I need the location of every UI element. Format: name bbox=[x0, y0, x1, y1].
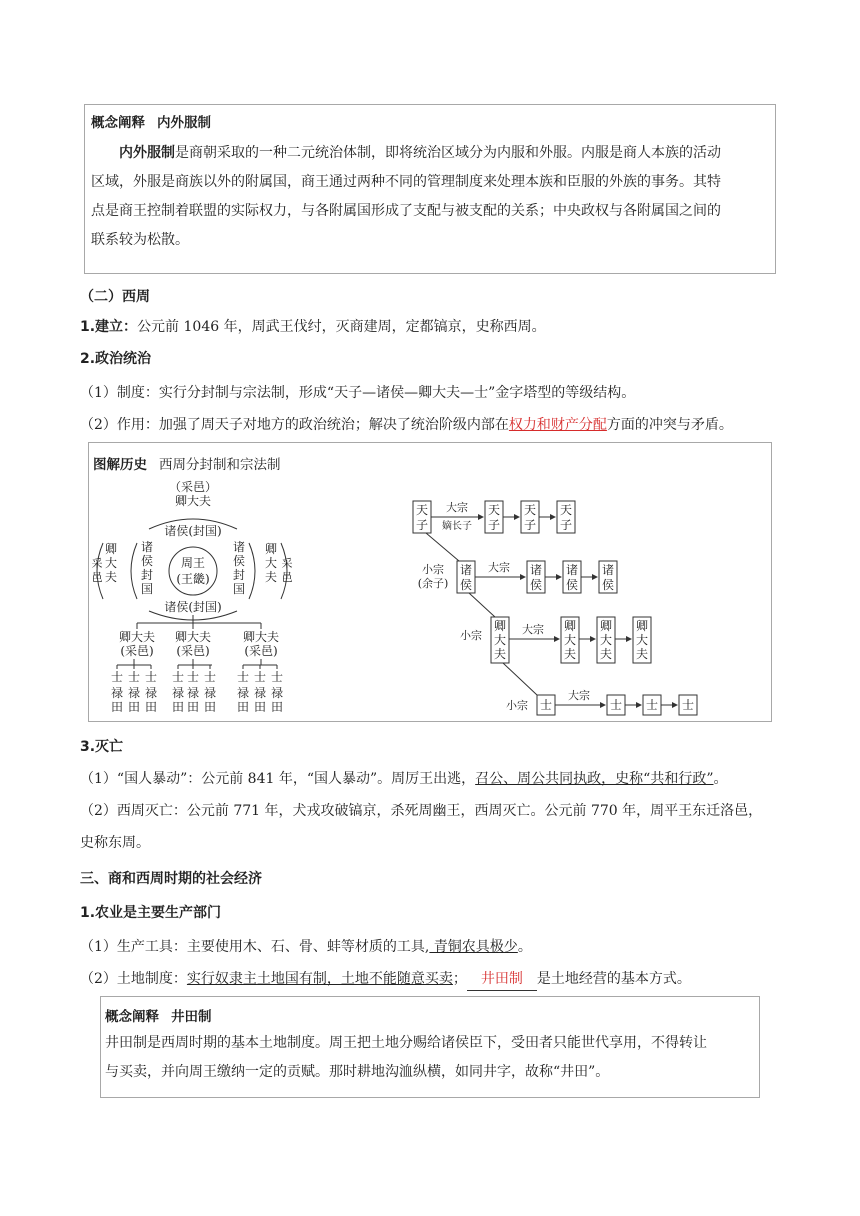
label-xiaozong-2: 小宗 bbox=[460, 629, 482, 642]
svg-text:诸: 诸 bbox=[529, 563, 543, 577]
label-dazong-4: 大宗 bbox=[568, 689, 590, 702]
svg-text:田: 田 bbox=[203, 700, 217, 714]
decline-line-3: 史称东周。 bbox=[80, 835, 150, 851]
answer-jingtian-blank: 井田制 bbox=[467, 968, 537, 991]
land-line: （2）土地制度：实行奴隶主土地国有制，土地不能随意买卖； 井田制 是土地经营的基本方式。 bbox=[80, 968, 691, 991]
politics-heading: 2.政治统治 bbox=[80, 351, 152, 367]
svg-text:卿: 卿 bbox=[635, 619, 649, 633]
concept2-body bbox=[105, 1029, 755, 1087]
svg-text:禄: 禄 bbox=[203, 686, 217, 700]
svg-text:封: 封 bbox=[232, 568, 246, 582]
label-side-qingdafu-r: 卿 bbox=[264, 542, 278, 556]
concept2-header bbox=[105, 1005, 755, 1025]
svg-text:田: 田 bbox=[171, 700, 185, 714]
label-zhuhou-bottom: 诸侯(封国) bbox=[164, 600, 222, 614]
svg-text:夫: 夫 bbox=[104, 570, 118, 584]
svg-text:卿: 卿 bbox=[493, 619, 507, 633]
label-bottom-caiyi-1: (采邑) bbox=[120, 644, 154, 658]
label-caiyi-top: （采邑） bbox=[168, 480, 218, 494]
svg-text:大: 大 bbox=[635, 633, 649, 647]
concept2-title: 井田制 bbox=[171, 1009, 212, 1025]
svg-text:邑: 邑 bbox=[91, 571, 103, 584]
label-xiaozong-1: 小宗 bbox=[422, 563, 444, 576]
svg-text:天: 天 bbox=[523, 503, 537, 517]
concept2-line-2: 与买卖，并向周王缴纳一定的贡赋。那时耕地沟洫纵横，如同井字，故称“井田”。 bbox=[105, 1064, 610, 1080]
shi-group-3 bbox=[237, 659, 283, 714]
label-side-zhuhou-r: 诸 bbox=[232, 540, 246, 554]
svg-text:诸: 诸 bbox=[565, 563, 579, 577]
svg-text:士: 士 bbox=[609, 698, 623, 712]
diagram-box bbox=[88, 442, 772, 722]
answer-power-property: 权力和财产分配 bbox=[508, 417, 607, 433]
svg-text:士: 士 bbox=[681, 698, 695, 712]
svg-text:国: 国 bbox=[232, 582, 246, 596]
tools-line: （1）生产工具：主要使用木、石、骨、蚌等材质的工具, 青铜农具极少。 bbox=[80, 939, 532, 955]
label-side-caiyi-l: 采 bbox=[91, 557, 103, 570]
svg-text:天: 天 bbox=[415, 503, 429, 517]
concept-box-neiwaifu bbox=[84, 104, 776, 274]
label-dazong-3: 大宗 bbox=[522, 623, 544, 636]
svg-text:封: 封 bbox=[140, 568, 154, 582]
label-wangji: (王畿) bbox=[176, 572, 210, 586]
label-side-qingdafu-l: 卿 bbox=[104, 542, 118, 556]
concept-line-1: 内外服制是商朝采取的一种二元统治体制，即将统治区域分为内服和外服。内服是商人本族的活动 bbox=[119, 145, 721, 161]
svg-text:田: 田 bbox=[127, 700, 141, 714]
label-zhuhou-top: 诸侯(封国) bbox=[164, 524, 222, 538]
label-zhouwang: 周王 bbox=[180, 556, 206, 570]
concept2-line-1: 井田制是西周时期的基本土地制度。周王把土地分赐给诸侯臣下，受田者只能世代享用，不得转让 bbox=[105, 1035, 707, 1051]
svg-text:士: 士 bbox=[539, 698, 553, 712]
svg-text:诸: 诸 bbox=[459, 563, 473, 577]
bronze-underline: 青铜农具极少 bbox=[429, 939, 518, 955]
svg-text:子: 子 bbox=[487, 518, 501, 532]
svg-text:禄: 禄 bbox=[253, 686, 267, 700]
svg-text:田: 田 bbox=[144, 700, 158, 714]
svg-text:夫: 夫 bbox=[599, 647, 613, 661]
establish-line: 1.建立：公元前 1046 年，周武王伐纣，灭商建周，定都镐京，史称西周。 bbox=[80, 319, 546, 335]
agriculture-heading: 1.农业是主要生产部门 bbox=[80, 905, 222, 921]
decline-line-1: （1）“国人暴动”：公元前 841 年，“国人暴动”。周厉王出逃，召公、周公共同执政，史称“共和行政”。 bbox=[80, 771, 728, 787]
concept-box-jingtian bbox=[100, 996, 760, 1098]
svg-text:禄: 禄 bbox=[110, 686, 124, 700]
svg-text:夫: 夫 bbox=[563, 647, 577, 661]
concept-term: 内外服制 bbox=[119, 145, 175, 161]
svg-text:士: 士 bbox=[186, 670, 200, 684]
concept-body bbox=[91, 139, 769, 255]
shi-group-1 bbox=[111, 659, 157, 714]
label-bottom-caiyi-2: (采邑) bbox=[176, 644, 210, 658]
svg-text:士: 士 bbox=[236, 670, 250, 684]
diag-2 bbox=[469, 593, 495, 617]
svg-text:禄: 禄 bbox=[270, 686, 284, 700]
svg-text:天: 天 bbox=[559, 503, 573, 517]
diag-3 bbox=[503, 663, 537, 695]
svg-text:夫: 夫 bbox=[493, 647, 507, 661]
svg-text:禄: 禄 bbox=[171, 686, 185, 700]
concept-title: 内外服制 bbox=[157, 115, 211, 131]
svg-text:田: 田 bbox=[186, 700, 200, 714]
arc-right-inner bbox=[249, 543, 255, 599]
svg-text:士: 士 bbox=[203, 670, 217, 684]
concept2-label: 概念阐释 bbox=[105, 1009, 159, 1025]
svg-text:子: 子 bbox=[523, 518, 537, 532]
svg-text:禄: 禄 bbox=[127, 686, 141, 700]
concept-label: 概念阐释 bbox=[91, 115, 145, 131]
svg-text:卿: 卿 bbox=[599, 619, 613, 633]
svg-text:子: 子 bbox=[415, 518, 429, 532]
svg-text:士: 士 bbox=[645, 698, 659, 712]
concept-line-2: 区域，外服是商族以外的附属国，商王通过两种不同的管理制度来处理本族和臣服的外族的事务。其特 bbox=[91, 174, 721, 190]
label-xiaozong-3: 小宗 bbox=[506, 699, 528, 712]
diag-1 bbox=[426, 533, 459, 561]
label-side-caiyi-r: 采 bbox=[281, 557, 293, 570]
svg-text:禄: 禄 bbox=[236, 686, 250, 700]
label-bottom-qingdafu-2: 卿大夫 bbox=[174, 630, 212, 644]
svg-text:大: 大 bbox=[264, 556, 278, 570]
svg-text:天: 天 bbox=[487, 503, 501, 517]
svg-text:士: 士 bbox=[270, 670, 284, 684]
svg-text:大: 大 bbox=[599, 633, 613, 647]
svg-text:侯: 侯 bbox=[459, 578, 473, 592]
svg-text:禄: 禄 bbox=[144, 686, 158, 700]
concept-box-header bbox=[91, 111, 769, 131]
label-bottom-caiyi-3: (采邑) bbox=[244, 644, 278, 658]
label-dizhangzi: 嫡长子 bbox=[442, 521, 472, 532]
svg-text:大: 大 bbox=[493, 633, 507, 647]
shi-group-2 bbox=[172, 659, 216, 714]
svg-text:田: 田 bbox=[236, 700, 250, 714]
svg-text:田: 田 bbox=[110, 700, 124, 714]
svg-text:士: 士 bbox=[144, 670, 158, 684]
svg-text:夫: 夫 bbox=[635, 647, 649, 661]
section-title-xizhou: （二）西周 bbox=[80, 289, 150, 305]
svg-text:诸: 诸 bbox=[601, 563, 615, 577]
label-yuzi: (余子) bbox=[417, 577, 449, 590]
svg-text:田: 田 bbox=[270, 700, 284, 714]
svg-text:大: 大 bbox=[104, 556, 118, 570]
svg-text:士: 士 bbox=[171, 670, 185, 684]
svg-text:禄: 禄 bbox=[186, 686, 200, 700]
svg-text:国: 国 bbox=[140, 582, 154, 596]
label-bottom-qingdafu-1: 卿大夫 bbox=[118, 630, 156, 644]
svg-text:侯: 侯 bbox=[232, 554, 246, 568]
svg-text:夫: 夫 bbox=[264, 570, 278, 584]
fengjian-zongfa-diagram bbox=[89, 443, 773, 723]
svg-text:子: 子 bbox=[559, 518, 573, 532]
svg-text:侯: 侯 bbox=[529, 578, 543, 592]
label-dazong-2: 大宗 bbox=[488, 561, 510, 574]
decline-line-2: （2）西周灭亡：公元前 771 年，犬戎攻破镐京，杀死周幽王，西周灭亡。公元前 770 年，周平王东迁洛邑， bbox=[80, 803, 763, 819]
label-dazong-1: 大宗 bbox=[446, 501, 468, 514]
svg-text:田: 田 bbox=[253, 700, 267, 714]
effect-line: （2）作用：加强了周天子对地方的政治统治；解决了统治阶级内部在权力和财产分配方面的冲突与矛盾。 bbox=[80, 417, 733, 433]
svg-text:卿: 卿 bbox=[563, 619, 577, 633]
circle-zhouwang bbox=[169, 547, 217, 595]
svg-text:侯: 侯 bbox=[601, 578, 615, 592]
label-side-zhuhou-l-1: 诸 bbox=[140, 540, 154, 554]
svg-text:侯: 侯 bbox=[565, 578, 579, 592]
svg-text:侯: 侯 bbox=[140, 554, 154, 568]
land-ownership-underline: 实行奴隶主土地国有制，土地不能随意买卖 bbox=[186, 971, 453, 987]
diagram-label: 图解历史 bbox=[93, 457, 147, 473]
part3-title: 三、商和西周时期的社会经济 bbox=[80, 871, 262, 887]
concept-line-4: 联系较为松散。 bbox=[91, 232, 189, 248]
svg-text:士: 士 bbox=[253, 670, 267, 684]
diagram-title: 西周分封制和宗法制 bbox=[159, 457, 281, 473]
arc-left-inner bbox=[131, 543, 137, 599]
system-line: （1）制度：实行分封制与宗法制，形成“天子—诸侯—卿大夫—士”金字塔型的等级结构。 bbox=[80, 385, 636, 401]
svg-text:士: 士 bbox=[127, 670, 141, 684]
svg-text:邑: 邑 bbox=[281, 571, 293, 584]
label-bottom-qingdafu-3: 卿大夫 bbox=[242, 630, 280, 644]
concept-line-3: 点是商王控制着联盟的实际权力，与各附属国形成了支配与被支配的关系；中央政权与各附属国之间的 bbox=[91, 203, 721, 219]
label-qingdafu-top: 卿大夫 bbox=[174, 494, 212, 508]
decline-heading: 3.灭亡 bbox=[80, 739, 124, 755]
svg-text:大: 大 bbox=[563, 633, 577, 647]
svg-text:士: 士 bbox=[110, 670, 124, 684]
gonghe-underline: 召公、周公共同执政，史称“共和行政” bbox=[475, 771, 714, 787]
